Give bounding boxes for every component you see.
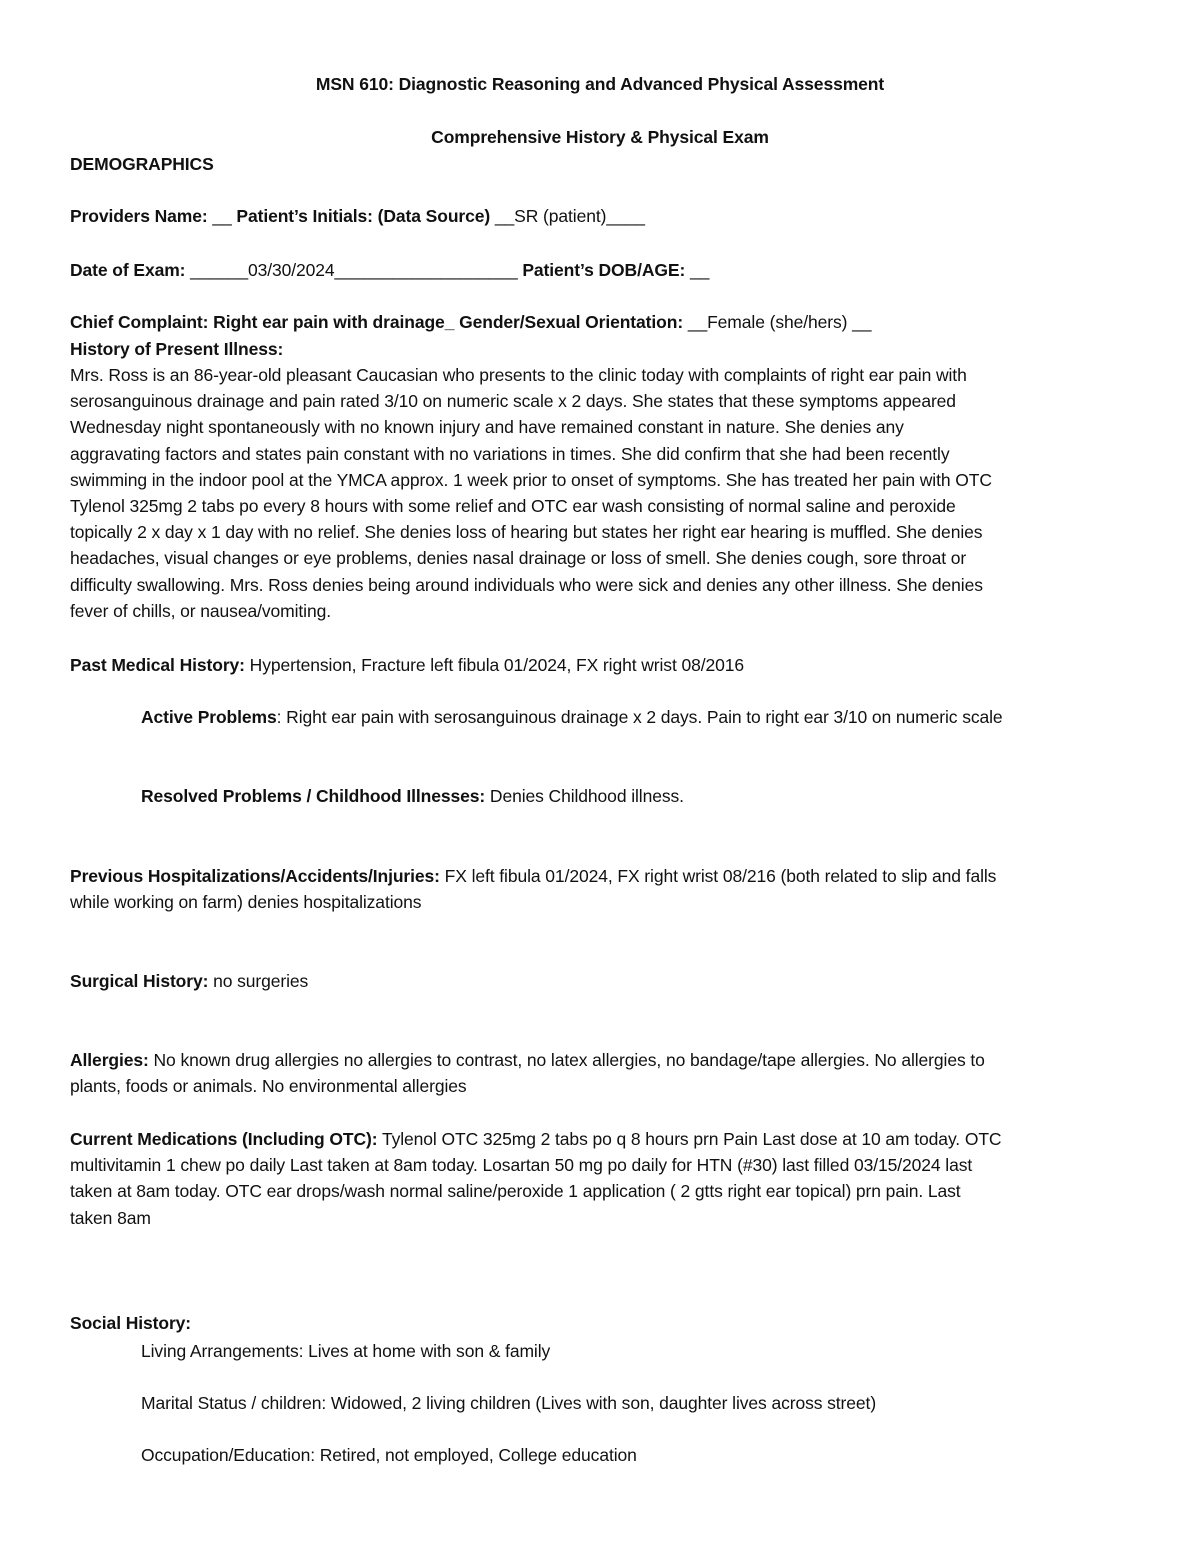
allergies-line [70,1047,1140,1073]
dob-value: __ [685,260,710,280]
hpi-line: aggravating factors and states pain constant with no variations in times. She did confirm that she had been recently [70,443,950,464]
hpi-heading: History of Present Illness: [70,339,284,359]
allergies-line: plants, foods or animals. No environmental allergies [70,1076,467,1097]
active-problems-label: Active Problems [141,707,277,727]
hpi-line: Tylenol 325mg 2 tabs po every 8 hours with some relief and OTC ear wash consisting of normal saline and peroxide [70,496,956,517]
active-problems-line [141,707,1003,727]
date-line [70,260,709,280]
hpi-paragraph [70,362,1140,624]
hpi-line: serosanguinous drainage and pain rated 3/10 on numeric scale x 2 days. She states that these symptoms appeared [70,391,956,412]
document-subtitle: Comprehensive History & Physical Exam [431,127,769,147]
previous-hospitalizations-line [70,863,1140,889]
resolved-problems-value: Denies Childhood illness. [485,786,684,806]
date-label: Date of Exam: [70,260,186,280]
resolved-problems-line [141,786,684,806]
medications-block [70,1126,1140,1231]
pmh-label: Past Medical History: [70,655,245,675]
providers-label: Providers Name: [70,206,208,226]
allergies-label: Allergies: [70,1050,149,1070]
hpi-line: fever of chills, or nausea/vomiting. [70,600,331,621]
surgical-history-label: Surgical History: [70,971,209,991]
previous-hospitalizations-value: FX left fibula 01/2024, FX right wrist 08/216 (both related to slip and falls [439,866,997,886]
hpi-line: difficulty swallowing. Mrs. Ross denies being around individuals who were sick and denies any other illness. She denies [70,574,983,595]
medications-line [70,1126,1140,1152]
medications-line: taken 8am [70,1207,151,1228]
demographics-heading: DEMOGRAPHICS [70,154,214,174]
hpi-line: swimming in the indoor pool at the YMCA approx. 1 week prior to onset of symptoms. She has treated her pain with OTC [70,469,992,490]
resolved-problems-label: Resolved Problems / Childhood Illnesses: [141,786,486,806]
providers-line [70,206,645,226]
document-title: MSN 610: Diagnostic Reasoning and Advanced Physical Assessment [315,74,885,94]
surgical-history-line [70,971,308,991]
surgical-history-value: no surgeries [208,971,309,991]
chief-complaint-label: Chief Complaint: Right ear pain with drainage_ Gender/Sexual Orientation: [70,312,684,332]
hpi-line: topically 2 x day x 1 day with no relief. She denies loss of hearing but states her right ear hearing is muffled. She denies [70,522,983,543]
pmh-line [70,655,744,675]
pmh-value: Hypertension, Fracture left fibula 01/2024, FX right wrist 08/2016 [244,655,745,675]
medications-line: taken at 8am today. OTC ear drops/wash normal saline/peroxide 1 application ( 2 gtts right ear topical) prn pain. Last [70,1181,961,1202]
allergies-block [70,1047,1140,1099]
occupation-education: Occupation/Education: Retired, not employed, College education [141,1445,637,1465]
medications-value: Tylenol OTC 325mg 2 tabs po q 8 hours prn Pain Last dose at 10 am today. OTC [377,1129,1002,1149]
dob-label: Patient’s DOB/AGE: [522,260,686,280]
previous-hospitalizations-line: while working on farm) denies hospitalizations [70,892,422,913]
initials-value: __SR (patient)____ [490,206,645,226]
medications-line: multivitamin 1 chew po daily Last taken at 8am today. Losartan 50 mg po daily for HTN (#30) last filled 03/15/2024 last [70,1155,973,1176]
providers-value: __ [207,206,237,226]
social-history-heading: Social History: [70,1313,192,1333]
marital-status: Marital Status / children: Widowed, 2 living children (Lives with son, daughter lives across street) [141,1393,877,1413]
date-value: ______03/30/2024___________________ [185,260,523,280]
hpi-line: headaches, visual changes or eye problems, denies nasal drainage or loss of smell. She denies cough, sore throat or [70,548,967,569]
hpi-line: Wednesday night spontaneously with no known injury and have remained constant in nature. She denies any [70,417,904,438]
chief-complaint-line [70,312,871,332]
allergies-value: No known drug allergies no allergies to contrast, no latex allergies, no bandage/tape allergies. No allergies to [148,1050,985,1070]
active-problems-value: : Right ear pain with serosanguinous drainage x 2 days. Pain to right ear 3/10 on numeric scale [276,707,1003,727]
initials-label: Patient’s Initials: (Data Source) [236,206,491,226]
medications-label: Current Medications (Including OTC): [70,1129,378,1149]
living-arrangements: Living Arrangements: Lives at home with son & family [141,1341,551,1361]
gender-value: __Female (she/hers) __ [683,312,872,332]
previous-hospitalizations-block [70,863,1140,915]
previous-hospitalizations-label: Previous Hospitalizations/Accidents/Injuries: [70,866,440,886]
hpi-line: Mrs. Ross is an 86-year-old pleasant Caucasian who presents to the clinic today with complaints of right ear pain with [70,365,967,385]
